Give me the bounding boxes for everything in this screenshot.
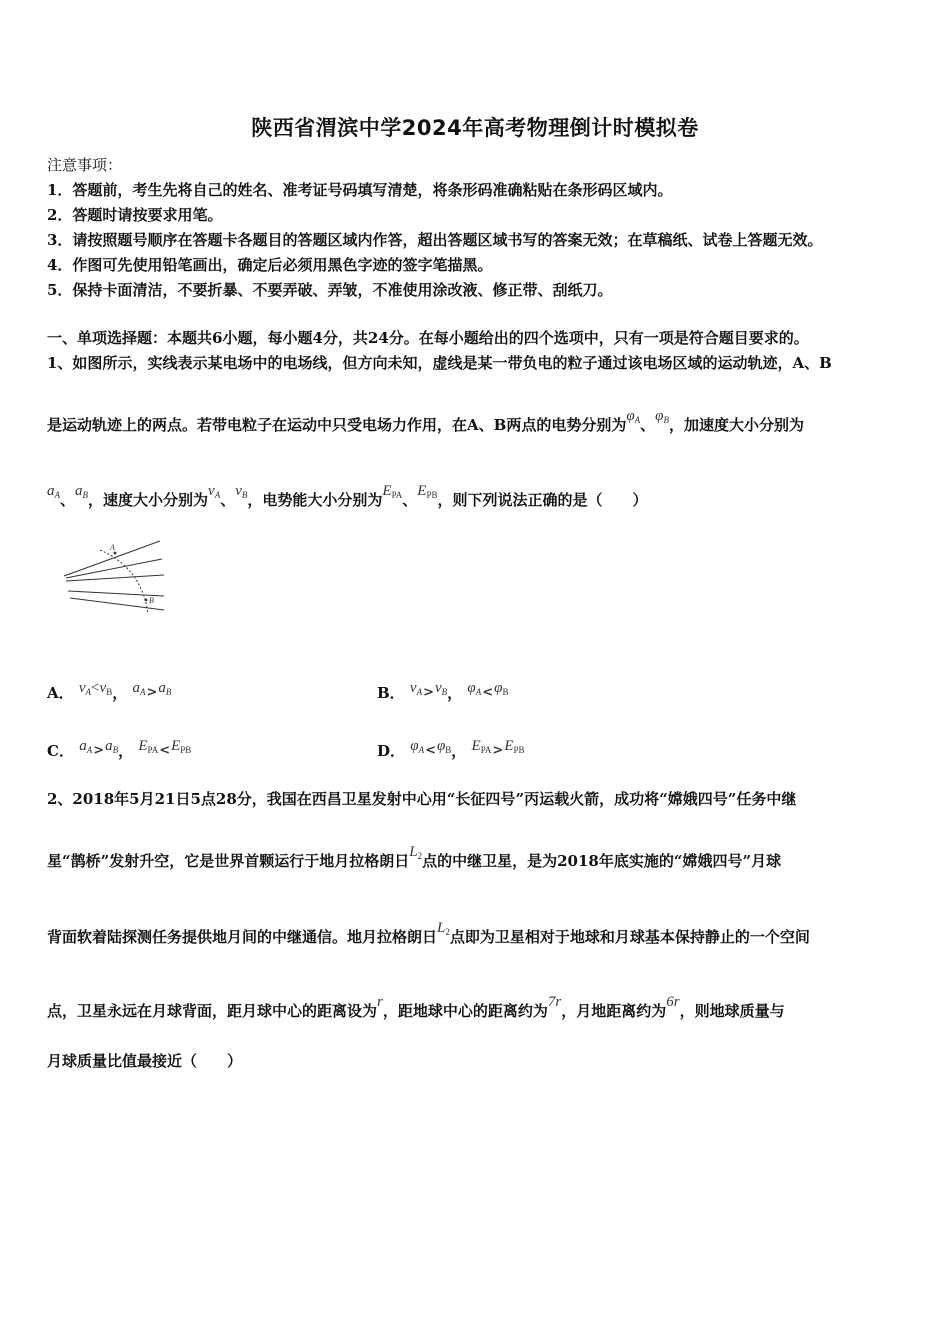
- phi-a-symbol: $\varphi_A$: [467, 680, 482, 697]
- field-line: [66, 559, 162, 578]
- option-b-label: B．: [377, 684, 405, 702]
- phi-a-symbol: $\varphi_A$: [626, 408, 641, 425]
- option-c[interactable]: [47, 734, 191, 758]
- a-b-symbol: $a_B$: [158, 680, 172, 697]
- v-a-symbol: $v_A$: [78, 680, 92, 697]
- greater-than: >: [93, 743, 105, 758]
- separator: 、: [60, 491, 76, 509]
- field-line-figure: [60, 538, 170, 618]
- q2-line-4-text-c: ，月地距离约为: [561, 1002, 667, 1020]
- e-pb-symbol: $E_{PB}$: [171, 738, 192, 755]
- e-pa-symbol: $E_{PA}$: [471, 738, 492, 755]
- r-symbol: r: [377, 994, 383, 1010]
- q1-line-2: [47, 408, 804, 435]
- q1-line-3: [47, 483, 648, 510]
- v-a-symbol: $v_A$: [409, 680, 423, 697]
- q2-line-2-text-a: 星“鹊桥”发射升空，它是世界首颗运行于地月拉格朗日: [47, 852, 410, 870]
- q2-line-4-text-d: ，则地球质量与: [679, 1002, 785, 1020]
- a-b-symbol: $a_B$: [105, 738, 119, 755]
- notice-item-3: 3．请按照题号顺序在答题卡各题目的答题区域内作答，超出答题区域书写的答案无效；在草稿纸、试卷上答题无效。: [47, 231, 823, 249]
- phi-b-symbol: $\varphi_B$: [655, 408, 669, 425]
- option-d-label: D．: [377, 742, 406, 760]
- option-a[interactable]: [47, 676, 171, 700]
- q1-line-3-text-c: ，则下列说法正确的是（ ）: [437, 491, 648, 509]
- point-a-label: A: [110, 543, 115, 552]
- q1-line-1: 1、如图所示，实线表示某电场中的电场线，但方向未知，虚线是某一带负电的粒子通过该电场区域的运动轨迹，A、B: [47, 354, 832, 372]
- notice-item-1: 1．答题前，考生先将自己的姓名、准考证号码填写清楚，将条形码准确粘贴在条形码区域内。: [47, 181, 673, 199]
- option-c-label: C．: [47, 742, 74, 760]
- q2-line-5: 月球质量比值最接近（ ）: [47, 1052, 243, 1070]
- v-b-symbol: $v_B$: [235, 483, 248, 500]
- separator: 、: [640, 416, 656, 434]
- page-title: 陕西省渭滨中学2024年高考物理倒计时模拟卷: [251, 116, 699, 140]
- phi-b-symbol: $\varphi_B$: [494, 680, 509, 697]
- a-b-symbol: $a_B$: [75, 483, 89, 500]
- q2-line-3: [47, 920, 810, 947]
- e-pb-symbol: $E_{PB}$: [417, 483, 438, 500]
- less-than: <: [91, 680, 100, 696]
- q2-line-2-text-b: 点的中继卫星，是为2018年底实施的“嫦娥四号”月球: [422, 852, 782, 870]
- q1-line-2-text-b: ，加速度大小分别为: [668, 416, 804, 434]
- e-pa-symbol: $E_{PA}$: [138, 738, 159, 755]
- q2-line-3-text-a: 背面软着陆探测任务提供地月间的中继通信。地月拉格朗日: [47, 928, 438, 946]
- greater-than: >: [146, 685, 158, 700]
- v-b-symbol: $v_B$: [435, 680, 448, 697]
- comma: ，: [451, 742, 467, 760]
- v-b-symbol: $v_B$: [99, 680, 113, 697]
- notice-item-5: 5．保持卡面清洁，不要折暴、不要弄破、弄皱，不准使用涂改液、修正带、刮纸刀。: [47, 281, 613, 299]
- q2-line-4-text-b: ，距地球中心的距离约为: [382, 1002, 548, 1020]
- a-a-symbol: $a_A$: [79, 738, 93, 755]
- separator: 、: [402, 491, 418, 509]
- q1-line-3-text-b: ，电势能大小分别为: [247, 491, 383, 509]
- q2-line-2: [47, 844, 782, 871]
- separator: 、: [220, 491, 236, 509]
- l2-symbol: $L_2$: [437, 920, 450, 937]
- comma: ，: [112, 684, 128, 702]
- greater-than: >: [492, 743, 504, 758]
- v-a-symbol: $v_A$: [208, 483, 221, 500]
- seven-r-symbol: 7r: [547, 994, 562, 1010]
- q2-line-4: [47, 994, 785, 1021]
- notice-item-2: 2．答题时请按要求用笔。: [47, 206, 223, 224]
- greater-than: >: [423, 685, 434, 700]
- q2-line-1: 2、2018年5月21日5点28分，我国在西昌卫星发射中心用“长征四号”丙运载火箭，成功将“嫦娥四号”任务中继: [47, 790, 797, 808]
- less-than: <: [159, 743, 171, 758]
- q2-line-4-text-a: 点，卫星永远在月球背面，距月球中心的距离设为: [47, 1002, 378, 1020]
- comma: ，: [447, 684, 463, 702]
- point-b-marker: [145, 599, 148, 602]
- six-r-symbol: 6r: [666, 994, 680, 1010]
- option-b[interactable]: [377, 676, 508, 700]
- phi-a-symbol: $\varphi_A$: [410, 738, 425, 755]
- q2-line-3-text-b: 点即为卫星相对于地球和月球基本保持静止的一个空间: [449, 928, 810, 946]
- phi-b-symbol: $\varphi_B$: [436, 738, 452, 755]
- point-b-label: B: [149, 596, 154, 605]
- option-d[interactable]: [377, 734, 525, 758]
- option-a-label: A．: [47, 684, 74, 702]
- e-pb-symbol: $E_{PB}$: [504, 738, 525, 755]
- a-a-symbol: $a_A$: [47, 483, 60, 500]
- q1-line-2-text-a: 是运动轨迹上的两点。若带电粒子在运动中只受电场力作用，在A、B两点的电势分别为: [47, 416, 627, 434]
- less-than: <: [425, 743, 436, 758]
- q1-line-3-text-a: ，速度大小分别为: [88, 491, 209, 509]
- field-line: [66, 575, 164, 581]
- notice-item-4: 4．作图可先使用铅笔画出，确定后必须用黑色字迹的签字笔描黑。: [47, 256, 493, 274]
- section-heading: 一、单项选择题：本题共6小题，每小题4分，共24分。在每小题给出的四个选项中，只有一项是符合题目要求的。: [47, 329, 809, 347]
- notice-heading: 注意事项：: [47, 156, 123, 174]
- comma: ，: [118, 742, 134, 760]
- e-pa-symbol: $E_{PA}$: [382, 483, 403, 500]
- a-a-symbol: $a_A$: [132, 680, 146, 697]
- less-than: <: [482, 685, 494, 700]
- l2-symbol: $L_2$: [409, 844, 423, 861]
- point-a-marker: [114, 552, 117, 555]
